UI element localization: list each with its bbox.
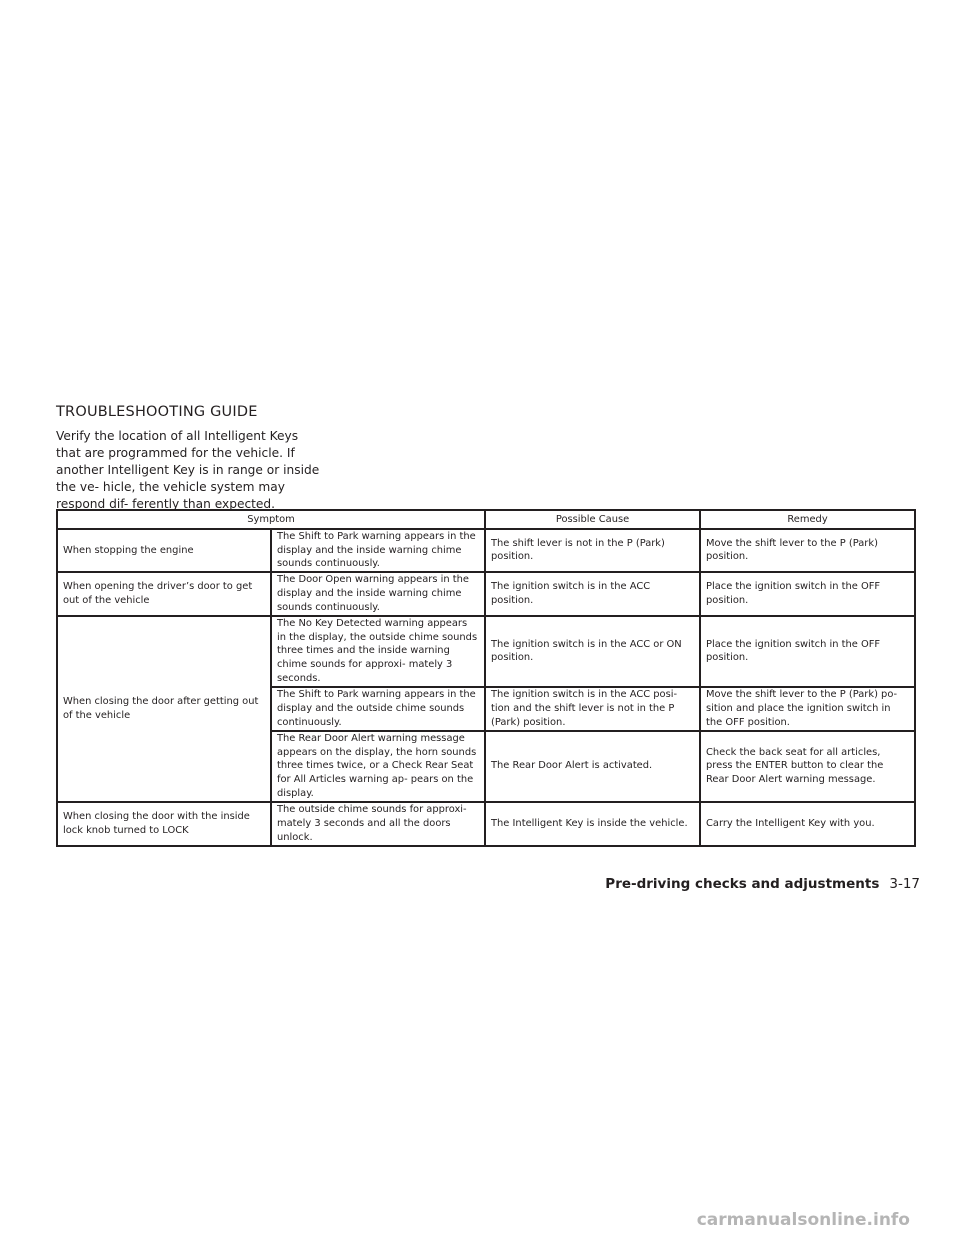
remedy-cell: Place the ignition switch in the OFF position. bbox=[700, 572, 915, 616]
remedy-cell: Check the back seat for all articles, press the ENTER button to clear the Rear Door Alert warning message. bbox=[700, 731, 915, 802]
remedy-cell: Carry the Intelligent Key with you. bbox=[700, 802, 915, 846]
page-number: 3-17 bbox=[889, 876, 920, 892]
header-symptom: Symptom bbox=[57, 510, 485, 529]
symptom-cell: When stopping the engine bbox=[57, 529, 271, 572]
header-remedy: Remedy bbox=[700, 510, 915, 529]
cause-cell: The Rear Door Alert is activated. bbox=[485, 731, 700, 802]
table-row bbox=[57, 529, 915, 572]
watermark: carmanualsonline.info bbox=[696, 1210, 910, 1230]
page-footer bbox=[605, 876, 920, 892]
cause-cell: The shift lever is not in the P (Park) position. bbox=[485, 529, 700, 572]
header-possible-cause: Possible Cause bbox=[485, 510, 700, 529]
warning-cell: The outside chime sounds for approxi- mately 3 seconds and all the doors unlock. bbox=[271, 802, 485, 846]
symptom-cell: When closing the door after getting out of the vehicle bbox=[57, 616, 271, 802]
symptom-cell: When opening the driver’s door to get out of the vehicle bbox=[57, 572, 271, 616]
remedy-cell: Place the ignition switch in the OFF position. bbox=[700, 616, 915, 687]
table-row bbox=[57, 572, 915, 616]
warning-cell: The Shift to Park warning appears in the display and the inside warning chime sounds continuously. bbox=[271, 529, 485, 572]
footer-section-title: Pre-driving checks and adjustments bbox=[605, 876, 880, 892]
table-header-row bbox=[57, 510, 915, 529]
cause-cell: The ignition switch is in the ACC posi- tion and the shift lever is not in the P (Park) position. bbox=[485, 687, 700, 731]
table-row bbox=[57, 616, 915, 687]
remedy-cell: Move the shift lever to the P (Park) po- sition and place the ignition switch in the OFF position. bbox=[700, 687, 915, 731]
cause-cell: The ignition switch is in the ACC position. bbox=[485, 572, 700, 616]
warning-cell: The Rear Door Alert warning message appears on the display, the horn sounds three times twice, or a Check Rear Seat for All Articles warning ap- pears on the display. bbox=[271, 731, 485, 802]
remedy-cell: Move the shift lever to the P (Park) position. bbox=[700, 529, 915, 572]
warning-cell: The Door Open warning appears in the display and the inside warning chime sounds continuously. bbox=[271, 572, 485, 616]
intro-paragraph: Verify the location of all Intelligent Keys that are programmed for the vehicle. If another Intelligent Key is in range or inside the ve- hicle, the vehicle system may respond dif- ferently than expected. bbox=[56, 429, 320, 511]
table-row bbox=[57, 802, 915, 846]
troubleshooting-table bbox=[56, 509, 916, 847]
symptom-cell: When closing the door with the inside lock knob turned to LOCK bbox=[57, 802, 271, 846]
cause-cell: The Intelligent Key is inside the vehicle. bbox=[485, 802, 700, 846]
warning-cell: The Shift to Park warning appears in the display and the outside chime sounds continuously. bbox=[271, 687, 485, 731]
warning-cell: The No Key Detected warning appears in the display, the outside chime sounds three times and the inside warning chime sounds for approxi- mately 3 seconds. bbox=[271, 616, 485, 687]
cause-cell: The ignition switch is in the ACC or ON position. bbox=[485, 616, 700, 687]
section-title: TROUBLESHOOTING GUIDE bbox=[56, 404, 258, 420]
